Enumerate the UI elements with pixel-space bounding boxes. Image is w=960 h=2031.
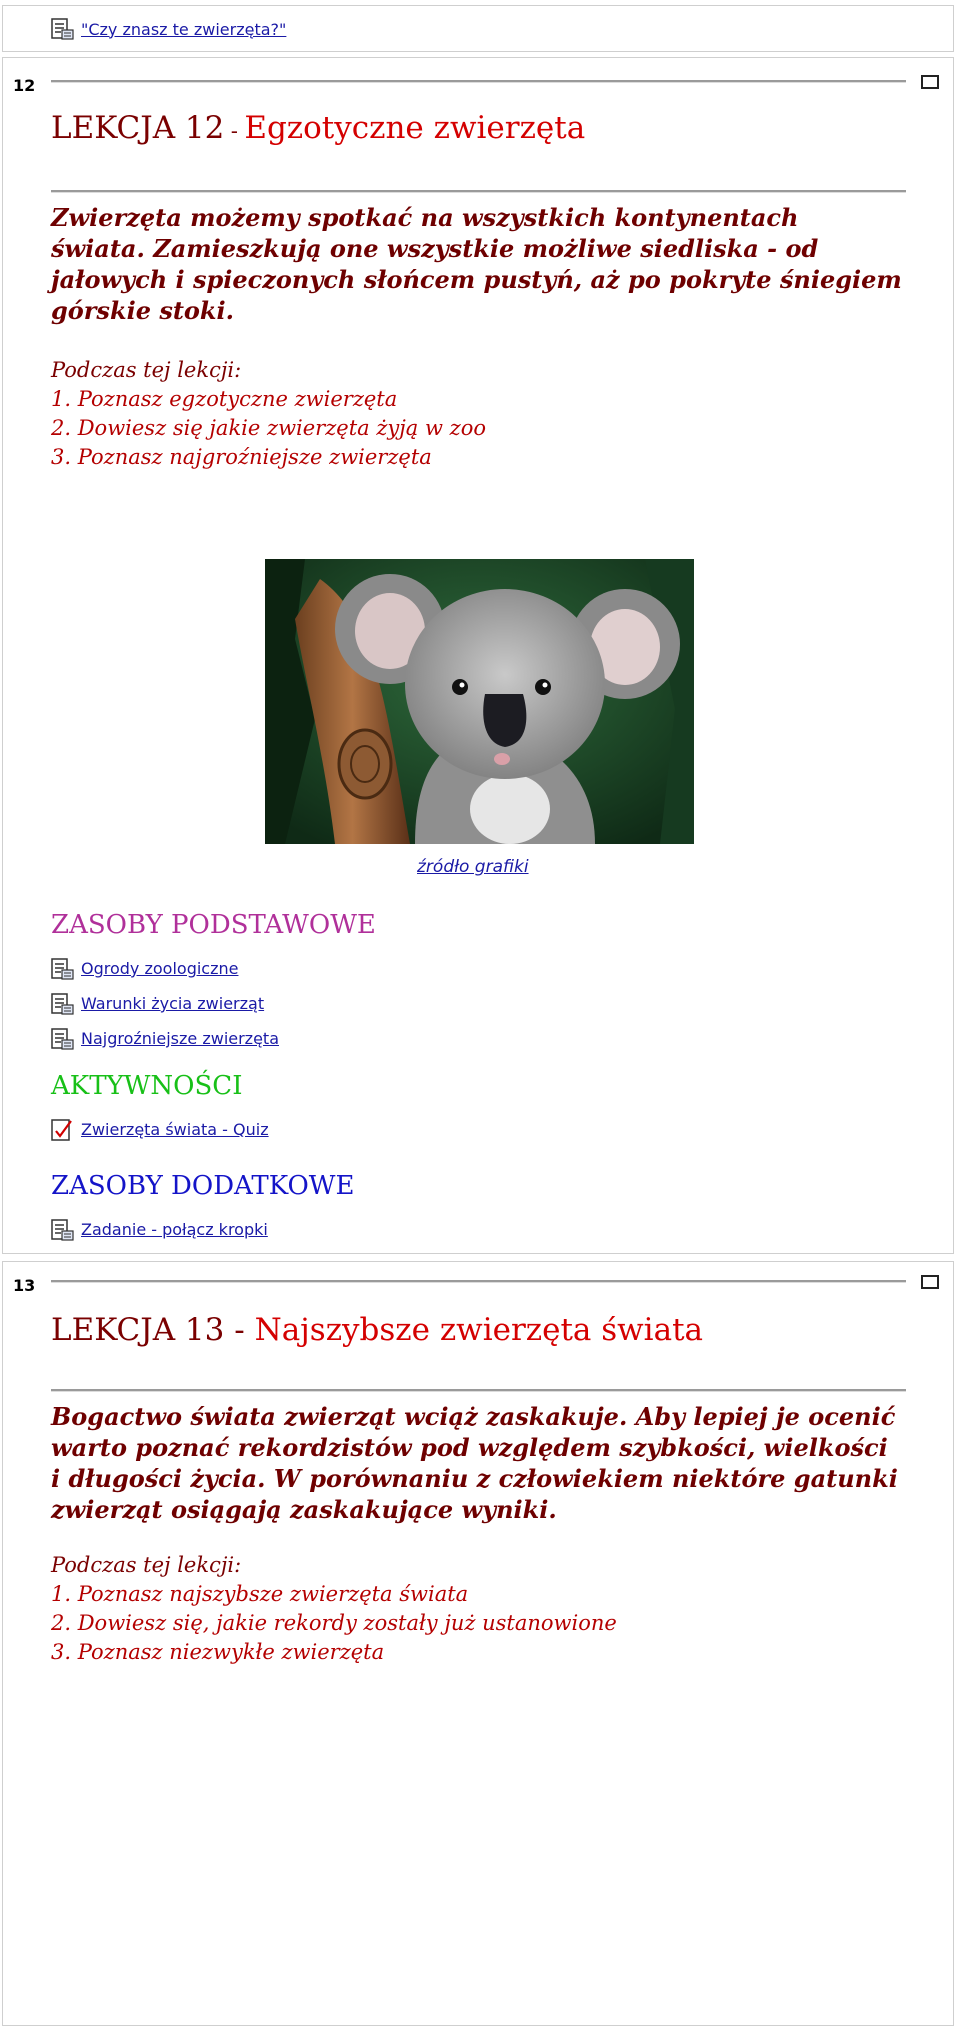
lesson-12-section xyxy=(2,57,954,1254)
goal-item: 3. Poznasz najgroźniejsze zwierzęta xyxy=(51,445,432,469)
activity-link[interactable] xyxy=(51,1112,269,1147)
title-divider xyxy=(51,1389,906,1392)
resource-label[interactable]: "Czy znasz te zwierzęta?" xyxy=(81,19,287,39)
goal-item: 3. Poznasz niezwykłe zwierzęta xyxy=(51,1640,385,1664)
page-icon xyxy=(51,958,75,980)
additional-resources-heading: ZASOBY DODATKOWE xyxy=(51,1171,355,1201)
lesson-goals xyxy=(51,1551,911,1667)
title-sub: Egzotyczne zwierzęta xyxy=(244,110,586,146)
resource-link[interactable] xyxy=(51,1021,279,1056)
intro-line: Zwierzęta możemy spotkać na wszystkich kontynentach xyxy=(51,203,799,232)
resource-label[interactable]: Ogrody zoologiczne xyxy=(81,959,239,978)
intro-line: górskie stoki. xyxy=(51,296,235,325)
resource-label[interactable]: Najgroźniejsze zwierzęta xyxy=(81,1029,279,1048)
section-number: 13 xyxy=(13,1276,36,1295)
activities-list xyxy=(51,1112,269,1147)
goal-item: 2. Dowiesz się jakie zwierzęta żyją w zoo xyxy=(51,416,486,440)
activities-heading: AKTYWNOŚCI xyxy=(51,1071,243,1101)
square-outline-icon[interactable] xyxy=(921,75,939,89)
intro-line: warto poznać rekordzistów pod względem szybkości, wielkości xyxy=(51,1433,888,1462)
basic-resources-heading: ZASOBY PODSTAWOWE xyxy=(51,910,376,940)
goals-heading: Podczas tej lekcji: xyxy=(51,1553,242,1577)
title-sub: Najszybsze zwierzęta świata xyxy=(254,1312,704,1348)
basic-resources-list xyxy=(51,951,279,1056)
intro-line: i długości życia. W porównaniu z człowiekiem niektóre gatunki xyxy=(51,1464,898,1493)
resource-label[interactable]: Warunki życia zwierząt xyxy=(81,994,265,1013)
top-divider xyxy=(51,80,906,83)
page-icon xyxy=(51,18,75,40)
resource-link[interactable] xyxy=(51,1212,268,1247)
resource-link-czy-znasz[interactable] xyxy=(51,18,286,40)
resource-link[interactable] xyxy=(51,986,279,1021)
goals-heading: Podczas tej lekcji: xyxy=(51,358,242,382)
intro-line: jałowych i spieczonych słońcem pustyń, aż po pokryte śniegiem xyxy=(51,265,902,294)
title-divider xyxy=(51,190,906,193)
quiz-check-icon xyxy=(51,1119,75,1141)
lesson-intro xyxy=(51,202,911,326)
lesson-13-section xyxy=(2,1261,954,2026)
title-dash: - xyxy=(224,119,245,143)
intro-line: świata. Zamieszkują one wszystkie możliwe siedliska - od xyxy=(51,234,819,263)
top-resource-box xyxy=(2,5,954,52)
lesson-title xyxy=(51,110,585,146)
title-main: LEKCJA 13 - xyxy=(51,1312,255,1348)
additional-resources-list xyxy=(51,1212,268,1247)
goal-item: 2. Dowiesz się, jakie rekordy zostały już ustanowione xyxy=(51,1611,617,1635)
top-divider xyxy=(51,1280,906,1283)
lesson-intro xyxy=(51,1401,911,1525)
resource-link[interactable] xyxy=(51,951,279,986)
goal-item: 1. Poznasz najszybsze zwierzęta świata xyxy=(51,1582,469,1606)
page-icon xyxy=(51,993,75,1015)
lesson-goals xyxy=(51,356,911,472)
goal-item: 1. Poznasz egzotyczne zwierzęta xyxy=(51,387,398,411)
page-icon xyxy=(51,1219,75,1241)
resource-label[interactable]: Zadanie - połącz kropki xyxy=(81,1220,268,1239)
activity-label[interactable]: Zwierzęta świata - Quiz xyxy=(81,1120,269,1139)
image-source-link[interactable]: źródło grafiki xyxy=(417,857,529,877)
page-icon xyxy=(51,1028,75,1050)
intro-line: Bogactwo świata zwierząt wciąż zaskakuje. Aby lepiej je ocenić xyxy=(51,1402,896,1431)
lesson-title xyxy=(51,1312,703,1348)
square-outline-icon[interactable] xyxy=(921,1275,939,1289)
intro-line: zwierząt osiągają zaskakujące wyniki. xyxy=(51,1495,557,1524)
koala-image xyxy=(265,559,694,844)
title-main: LEKCJA 12 xyxy=(51,110,225,146)
section-number: 12 xyxy=(13,76,36,95)
